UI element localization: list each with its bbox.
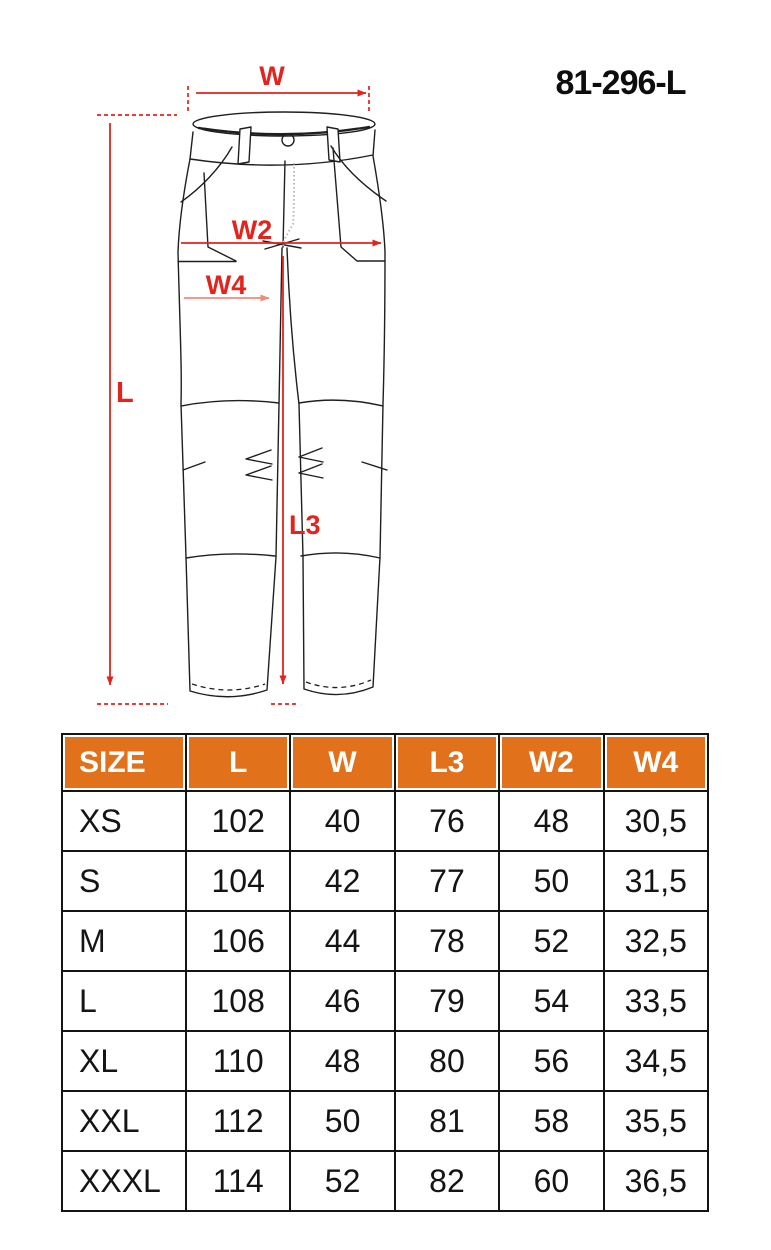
table-row: [62, 1031, 708, 1091]
knee-tick-right: [362, 462, 387, 470]
dim-l-label: L: [116, 377, 134, 409]
value-cell: 46: [290, 971, 394, 1031]
value-cell: 114: [186, 1151, 290, 1211]
knee-chevrons-left: [246, 450, 272, 480]
pocket-left: [181, 147, 232, 202]
table-row: [62, 851, 708, 911]
dim-l3-label: L3: [289, 510, 321, 540]
table-header-row: [62, 734, 708, 791]
value-cell: 36,5: [604, 1151, 708, 1211]
dim-w-label: W: [259, 61, 285, 91]
value-cell: 106: [186, 911, 290, 971]
hem-stitch-right: [306, 680, 371, 688]
table-row: [62, 911, 708, 971]
value-cell: 80: [395, 1031, 499, 1091]
value-cell: 30,5: [604, 791, 708, 851]
waist-opening: [193, 112, 375, 136]
value-cell: 50: [499, 851, 603, 911]
value-cell: 108: [186, 971, 290, 1031]
value-cell: 78: [395, 911, 499, 971]
value-cell: 34,5: [604, 1031, 708, 1091]
value-cell: 44: [290, 911, 394, 971]
value-cell: 76: [395, 791, 499, 851]
value-cell: 48: [290, 1031, 394, 1091]
knee-tick-left: [183, 462, 205, 470]
value-cell: 54: [499, 971, 603, 1031]
value-cell: 33,5: [604, 971, 708, 1031]
knee-chevrons-right: [299, 448, 323, 478]
table-row: [62, 1151, 708, 1211]
size-table: [61, 733, 709, 1212]
value-cell: 50: [290, 1091, 394, 1151]
trousers-outline: [178, 130, 385, 697]
header-cell-size: SIZE: [62, 734, 186, 791]
waistband: [190, 155, 373, 165]
dim-w2-label: W2: [231, 215, 273, 245]
value-cell: 58: [499, 1091, 603, 1151]
header-cell-l3: L3: [395, 734, 499, 791]
value-cell: 79: [395, 971, 499, 1031]
value-cell: 52: [290, 1151, 394, 1211]
value-cell: 81: [395, 1091, 499, 1151]
product-code: 81-296-L: [555, 64, 686, 102]
value-cell: 52: [499, 911, 603, 971]
value-cell: 102: [186, 791, 290, 851]
belt-loop-left: [238, 127, 251, 164]
dim-w4-label: W4: [205, 270, 247, 300]
size-table-body: [62, 791, 708, 1211]
header-cell-l: L: [186, 734, 290, 791]
table-row: [62, 791, 708, 851]
size-cell: S: [62, 851, 186, 911]
value-cell: 82: [395, 1151, 499, 1211]
value-cell: 32,5: [604, 911, 708, 971]
value-cell: 112: [186, 1091, 290, 1151]
header-cell-w2: W2: [499, 734, 603, 791]
knee-seam-upper: [181, 400, 383, 406]
hem-stitch-left: [192, 684, 265, 690]
value-cell: 110: [186, 1031, 290, 1091]
value-cell: 77: [395, 851, 499, 911]
panel-seam-right: [333, 148, 385, 261]
value-cell: 40: [290, 791, 394, 851]
size-cell: XXL: [62, 1091, 186, 1151]
value-cell: 56: [499, 1031, 603, 1091]
value-cell: 104: [186, 851, 290, 911]
table-row: [62, 1091, 708, 1151]
header-cell-w: W: [290, 734, 394, 791]
size-cell: XS: [62, 791, 186, 851]
header-cell-w4: W4: [604, 734, 708, 791]
table-row: [62, 971, 708, 1031]
value-cell: 42: [290, 851, 394, 911]
size-cell: XL: [62, 1031, 186, 1091]
dim-l-extensions: [97, 115, 177, 704]
value-cell: 60: [499, 1151, 603, 1211]
value-cell: 35,5: [604, 1091, 708, 1151]
size-cell: M: [62, 911, 186, 971]
panel-seam-left: [178, 173, 236, 262]
fly-seam: [283, 161, 285, 247]
size-cell: L: [62, 971, 186, 1031]
value-cell: 31,5: [604, 851, 708, 911]
value-cell: 48: [499, 791, 603, 851]
size-cell: XXXL: [62, 1151, 186, 1211]
